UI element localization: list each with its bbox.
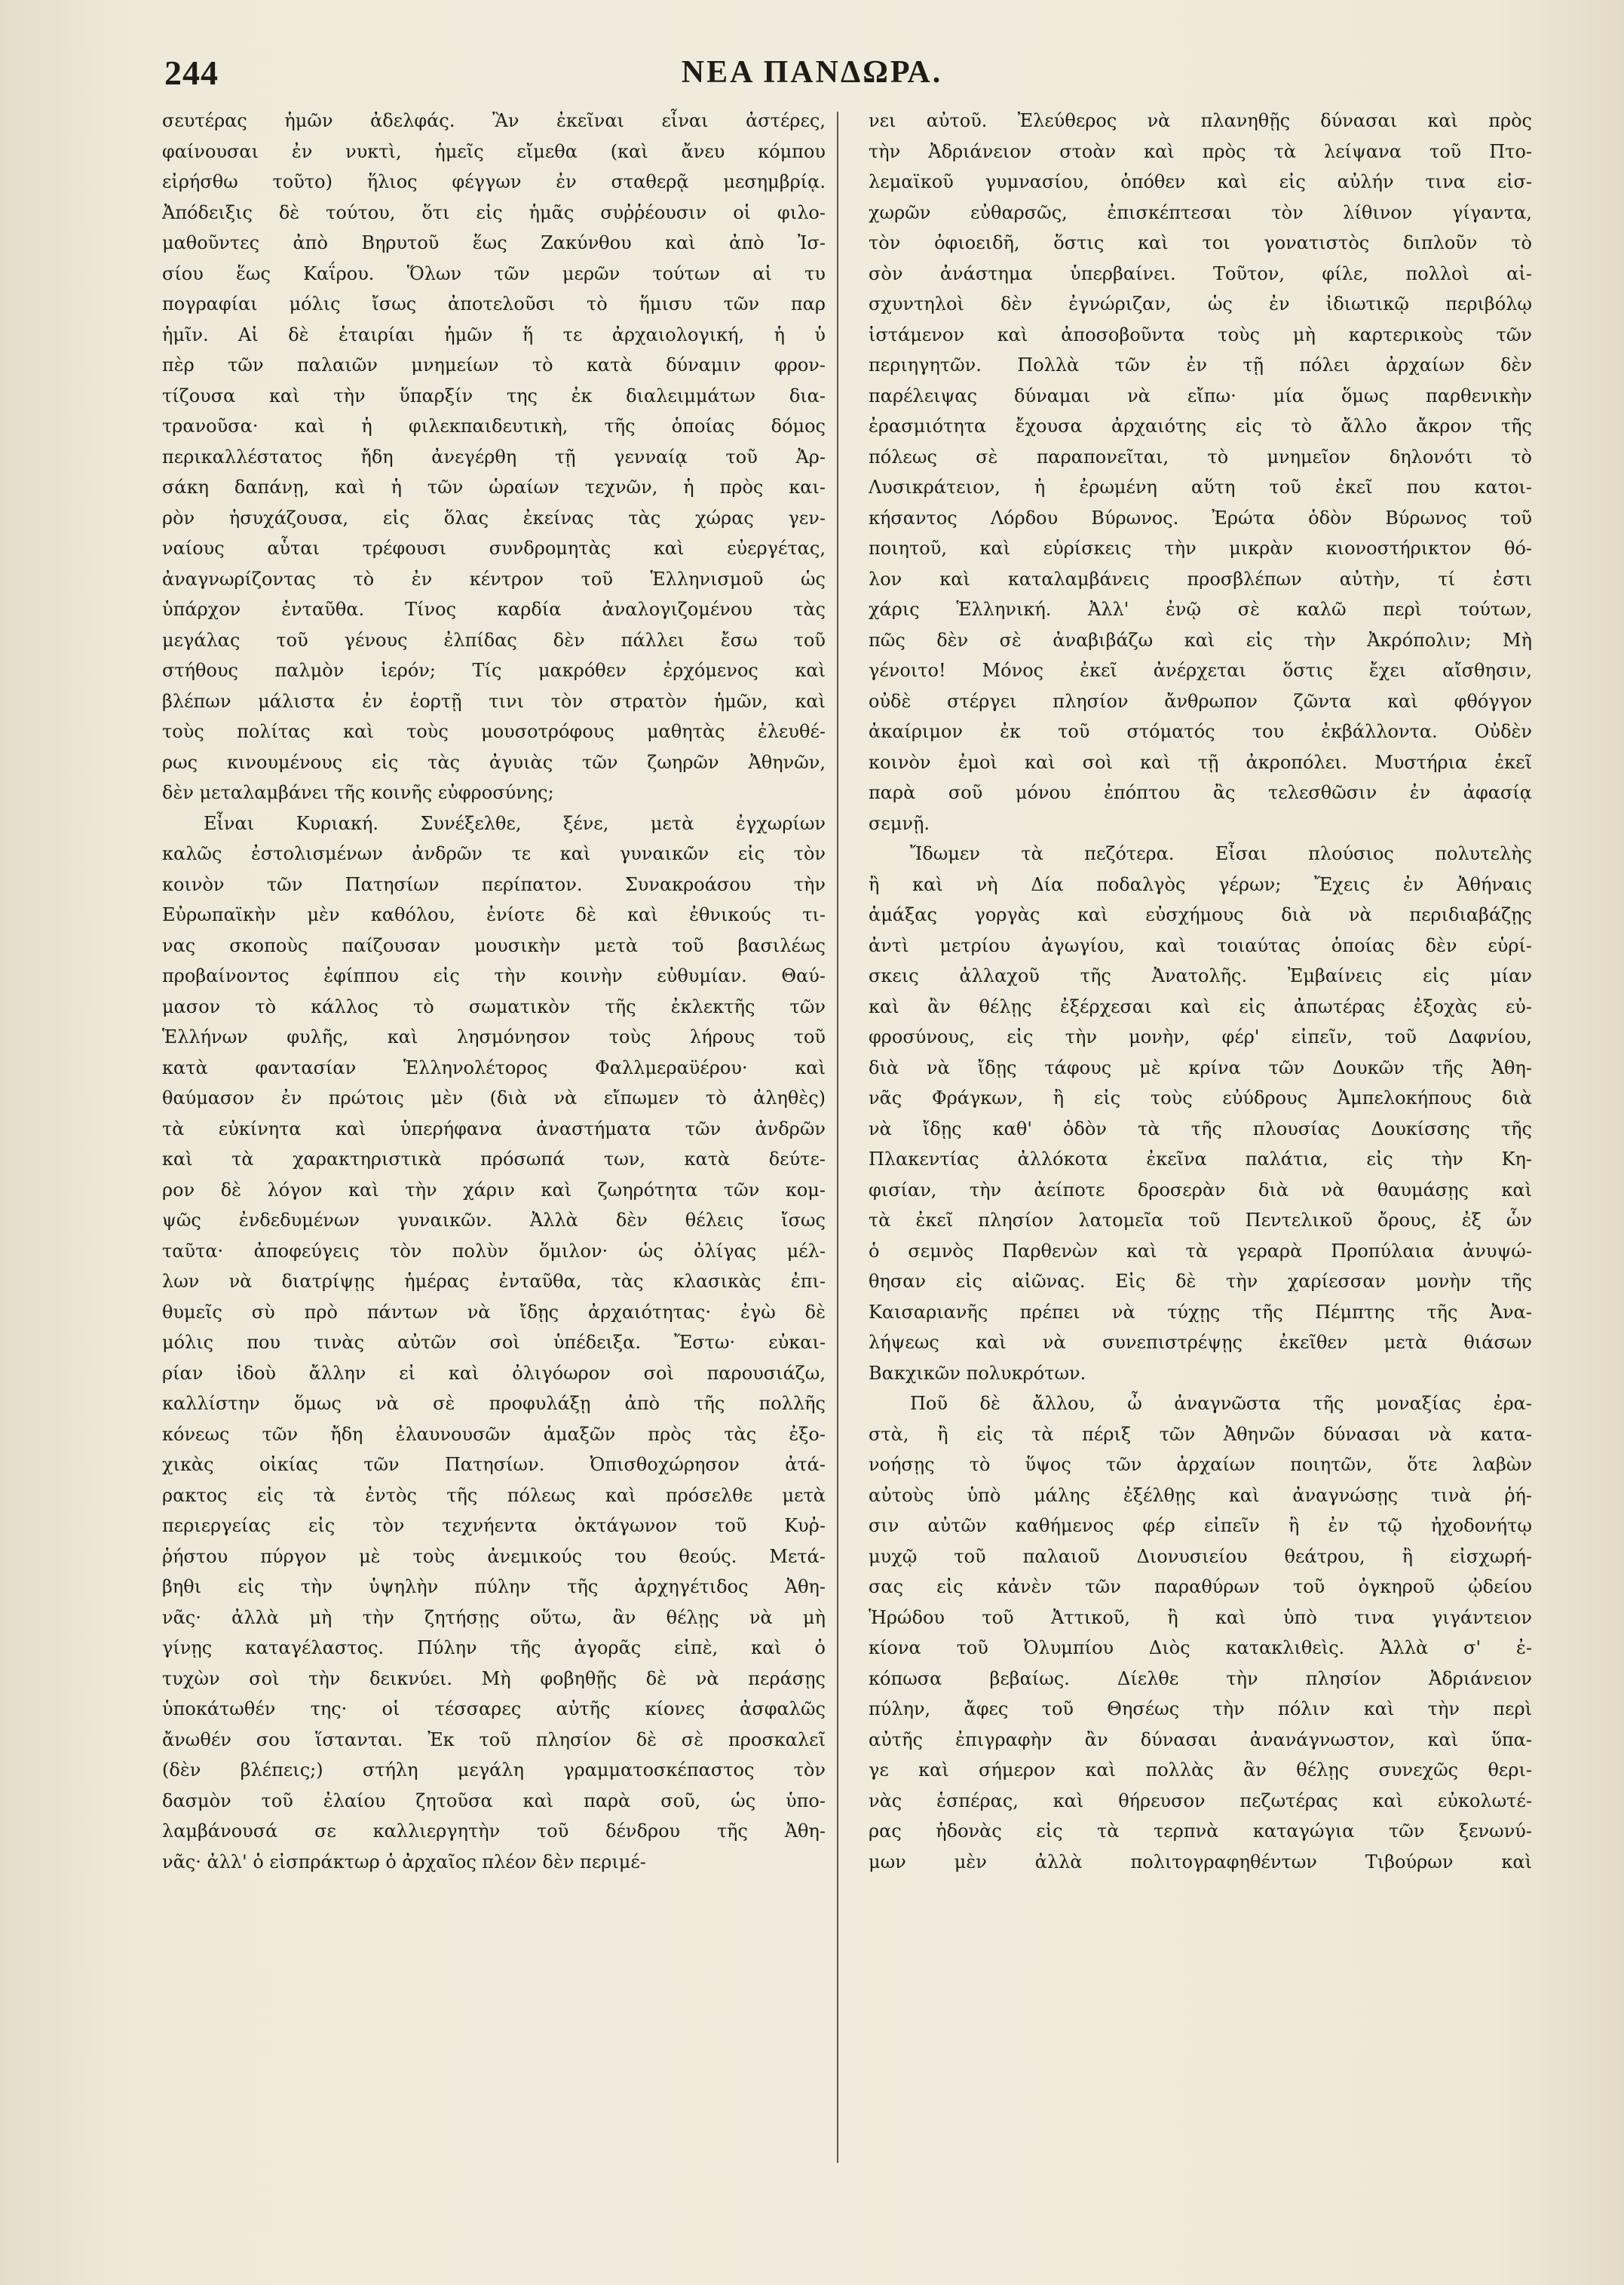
text-line: τοὺς πολίτας καὶ τοὺς μουσοτρόφους μαθητὰς ἐλευθέ-	[162, 721, 826, 742]
text-line: χικὰς οἰκίας τῶν Πατησίων. Ὀπισθοχώρησον ἀτά-	[162, 1454, 826, 1475]
text-line: ναίους αὗται τρέφουσι συνδρομητὰς καὶ εὐεργέτας,	[162, 538, 826, 559]
text-line: κατὰ φαντασίαν Ἑλληνολέτορος Φαλλμεραϋέρου· καὶ	[162, 1057, 826, 1078]
text-line: ρακτος εἰς τὰ ἐντὸς τῆς πόλεως καὶ πρόσελθε μετὰ	[162, 1484, 826, 1506]
text-line: Εἶναι Κυριακή. Συνέξελθε, ξένε, μετὰ ἐγχωρίων	[204, 812, 826, 834]
text-line: Πλακεντίας ἀλλόκοτα ἐκεῖνα παλάτια, εἰς τὴν Κη-	[869, 1149, 1532, 1170]
text-line: κόπωσα βεβαίως. Δίελθε τὴν πλησίον Ἀδριάνειον	[869, 1667, 1532, 1689]
text-line: Εὐρωπαϊκὴν μὲν καθόλου, ἐνίοτε δὲ καὶ ἐθνικούς τι-	[162, 904, 826, 925]
text-line: θησαν εἰς αἰῶνας. Εἰς δὲ τὴν χαρίεσσαν μονὴν τῆς	[869, 1271, 1532, 1292]
text-line: νοήσῃς τὸ ὕψος τῶν ἀρχαίων ποιητῶν, ὅτε λαβὼν	[869, 1454, 1532, 1475]
text-line: Ποῦ δὲ ἄλλου, ὦ ἀναγνῶστα τῆς μοναξίας ἐρα-	[910, 1393, 1532, 1414]
text-line: φροσύνους, εἰς τὴν μονὴν, φέρ' εἰπεῖν, τοῦ Δαφνίου,	[869, 1026, 1532, 1047]
text-line: κόνεως τῶν ἤδη ἐλαυνουσῶν ἁμαξῶν πρὸς τὰς ἐξο-	[162, 1423, 826, 1445]
text-line: ἱστάμενον καὶ ἀποσοβοῦντα τοὺς μὴ καρτερικοὺς τῶν	[869, 324, 1532, 345]
text-line: ρως κινουμένους εἰς τὰς ἀγυιὰς τῶν ζωηρῶν Ἀθηνῶν,	[162, 751, 826, 773]
text-line: χωρῶν εὐθαρσῶς, ἐπισκέπτεσαι τὸν λίθινον γίγαντα,	[869, 201, 1532, 223]
text-line: μαθοῦντες ἀπὸ Βηρυτοῦ ἕως Ζακύνθου καὶ ἀπὸ Ἰσ-	[162, 232, 826, 253]
text-line: Ἀπόδειξις δὲ τούτου, ὅτι εἰς ἡμᾶς συῤῥέουσιν οἱ φιλο-	[162, 201, 826, 223]
text-line: ταῦτα· ἀποφεύγεις τὸν πολὺν ὅμιλον· ὡς ὀλίγας μέλ-	[162, 1240, 826, 1262]
text-line: λήψεως καὶ νὰ συνεπιστρέψῃς ἐκεῖθεν μετὰ θιάσων	[869, 1332, 1532, 1353]
text-line: ἀκαίριμον ἐκ τοῦ στόματός του ἐκβάλλοντα. Οὐδὲν	[869, 721, 1532, 742]
text-line: κίονα τοῦ Ὀλυμπίου Διὸς κατακλιθεὶς. Ἀλλὰ σ' ἐ-	[869, 1637, 1532, 1658]
text-line: τὴν Ἀδριάνειον στοὰν καὶ πρὸς τὰ λείψανα τοῦ Πτο-	[869, 140, 1532, 162]
text-line: καὶ τὰ χαρακτηριστικὰ πρόσωπά των, κατὰ δεύτε-	[162, 1149, 826, 1170]
text-line: φισίαν, τὴν ἀείποτε δροσερὰν διὰ νὰ θαυμάσῃς καὶ	[869, 1179, 1532, 1201]
text-line: τὸν ὀφιοειδῆ, ὅστις καὶ τοι γονατιστὸς διπλοῦν τὸ	[869, 232, 1532, 253]
text-line: ρὸν ἡσυχάζουσα, εἰς ὅλας ἐκείνας τὰς χώρας γεν-	[162, 507, 826, 529]
text-line: σκεις ἀλλαχοῦ τῆς Ἀνατολῆς. Ἐμβαίνεις εἰς μίαν	[869, 965, 1532, 986]
text-line: στὰ, ἢ εἰς τὰ πέριξ τῶν Ἀθηνῶν δύνασαι νὰ κατα-	[869, 1423, 1532, 1445]
text-line: γε καὶ σήμερον καὶ πολλὰς ἂν θέλῃς συνεχῶς θερι-	[869, 1759, 1532, 1780]
text-line: περιηγητῶν. Πολλὰ τῶν ἐν τῇ πόλει ἀρχαίων δὲν	[869, 354, 1532, 376]
text-line: κοινὸν τῶν Πατησίων περίπατον. Συνακροάσου τὴν	[162, 873, 826, 895]
text-line: ἢ καὶ νὴ Δία ποδαλγὸς γέρων; Ἔχεις ἐν Ἀθήναις	[869, 873, 1532, 895]
text-line: Ἡρώδου τοῦ Ἀττικοῦ, ἢ καὶ ὑπὸ τινα γιγάντειον	[869, 1606, 1532, 1628]
left-column	[162, 106, 826, 1877]
text-line: γίνῃς καταγέλαστος. Πύλην τῆς ἀγορᾶς εἰπὲ, καὶ ὁ	[162, 1637, 826, 1658]
text-line: αὐτοὺς ὑπὸ μάλης ἐξέλθῃς καὶ ἀναγνώσῃς τινὰ ῥή-	[869, 1484, 1532, 1506]
text-line: Βακχικῶν πολυκρότων.	[869, 1362, 1086, 1384]
text-line: βηθι εἰς τὴν ὑψηλὴν πύλην τῆς ἀρχηγέτιδος Ἀθη-	[162, 1576, 826, 1597]
text-line: σχυντηλοὶ δὲν ἐγνώριζαν, ὡς ἐν ἰδιωτικῷ περιβόλῳ	[869, 293, 1532, 314]
text-line: ρίαν ἰδοὺ ἄλλην εἰ καὶ ὀλιγόωρον σοὶ παρουσιάζω,	[162, 1362, 826, 1384]
text-line: τυχὼν σοὶ τὴν δεικνύει. Μὴ φοβηθῇς δὲ νὰ περάσῃς	[162, 1667, 826, 1689]
text-line: καλλίστην ὅμως νὰ σὲ προφυλάξῃ ἀπὸ τῆς πολλῆς	[162, 1393, 826, 1414]
text-line: φαίνουσαι ἐν νυκτὶ, ἡμεῖς εἴμεθα (καὶ ἄνευ κόμπου	[162, 140, 826, 162]
text-line: ρας ἡδονὰς εἰς τὰ τερπνὰ καταγώγια τῶν ξενωνύ-	[869, 1820, 1532, 1842]
text-line: ὑποκάτωθέν της· οἱ τέσσαρες αὐτῆς κίονες ἀσφαλῶς	[162, 1698, 826, 1719]
running-title: ΝΕΑ ΠΑΝΔΩΡΑ.	[681, 55, 943, 90]
text-line: κοινὸν ἐμοὶ καὶ σοὶ καὶ τῇ ἀκροπόλει. Μυστήρια ἐκεῖ	[869, 751, 1532, 773]
text-line: καλῶς ἐστολισμένων ἀνδρῶν τε καὶ γυναικῶν εἰς τὸν	[162, 843, 826, 864]
text-line: τρανοῦσα· καὶ ἡ φιλεκπαιδευτικὴ, τῆς ὁποίας δόμος	[162, 416, 826, 437]
text-line: νᾶς· ἀλλὰ μὴ τὴν ζητήσῃς οὕτω, ἂν θέλῃς νὰ μὴ	[162, 1606, 826, 1628]
text-line: κήσαντος Λόρδου Βύρωνος. Ἐρώτα ὁδὸν Βύρωνος τοῦ	[869, 507, 1532, 529]
text-line: ἀναγνωρίζοντας τὸ ἐν κέντρον τοῦ Ἑλληνισμοῦ ὡς	[162, 568, 826, 590]
text-line: ῥήστου πύργον μὲ τοὺς ἀνεμικούς του θεούς. Μετά-	[162, 1545, 826, 1567]
text-line: σευτέρας ἡμῶν ἀδελφάς. Ἂν ἐκεῖναι εἶναι ἀστέρες,	[162, 110, 826, 131]
text-line: πόλεως σὲ παραπονεῖται, τὸ μνημεῖον δηλονότι τὸ	[869, 446, 1532, 468]
text-line: νὰ ἴδῃς καθ' ὁδὸν τὰ τῆς πλουσίας Δουκίσσης τῆς	[869, 1118, 1532, 1139]
text-line: μασον τὸ κάλλος τὸ σωματικὸν τῆς ἐκλεκτῆς τῶν	[162, 995, 826, 1017]
text-line: μων μὲν ἀλλὰ πολιτογραφηθέντων Τιβούρων καὶ	[869, 1851, 1532, 1872]
text-line: γένοιτο! Μόνος ἐκεῖ ἀνέρχεται ὅστις ἔχει αἴσθησιν,	[869, 660, 1532, 681]
text-line: στήθους παλμὸν ἱερόν; Τίς μακρόθεν ἐρχόμενος καὶ	[162, 660, 826, 681]
text-line: μόλις που τινὰς αὐτῶν σοὶ ὑπέδειξα. Ἔστω· εὐκαι-	[162, 1332, 826, 1353]
text-line: πύλην, ἄφες τοῦ Θησέως τὴν πόλιν καὶ τὴν περὶ	[869, 1698, 1532, 1719]
text-line: νει αὐτοῦ. Ἐλεύθερος νὰ πλανηθῇς δύνασαι καὶ πρὸς	[869, 110, 1532, 131]
text-line: θαύμασον ἐν πρώτοις μὲν (διὰ νὰ εἴπωμεν τὸ ἀληθὲς)	[162, 1087, 826, 1109]
text-line: δασμὸν τοῦ ἐλαίου ζητοῦσα καὶ παρὰ σοῦ, ὡς ὑπο-	[162, 1790, 826, 1811]
text-line: αὐτῆς ἐπιγραφὴν ἂν δύνασαι ἀνανάγνωστον, καὶ ὕπα-	[869, 1728, 1532, 1750]
text-line: πὲρ τῶν παλαιῶν μνημείων τὸ κατὰ δύναμιν φρον-	[162, 354, 826, 376]
text-line: μυχῷ τοῦ παλαιοῦ Διονυσιείου θεάτρου, ἢ εἰσχωρή-	[869, 1545, 1532, 1567]
text-line: Ἴδωμεν τὰ πεζότερα. Εἶσαι πλούσιος πολυτελὴς	[910, 843, 1532, 864]
text-line: νας σκοποὺς παίζουσαν μουσικὴν μετὰ τοῦ βασιλέως	[162, 934, 826, 956]
text-line: βλέπων μάλιστα ἐν ἑορτῇ τινι τὸν στρατὸν ἡμῶν, καὶ	[162, 690, 826, 712]
text-line: σίου ἕως Καΐρου. Ὅλων τῶν μερῶν τούτων αἱ τυ	[162, 262, 826, 284]
text-line: οὐδὲ στέργει πλησίον ἄνθρωπον ζῶντα καὶ φθόγγον	[869, 690, 1532, 712]
right-column	[869, 106, 1532, 1877]
text-line: περικαλλέστατος ἤδη ἀνεγέρθη τῇ γενναίᾳ τοῦ Ἀρ-	[162, 446, 826, 468]
text-line: σεμνῇ.	[869, 812, 930, 834]
text-line: διὰ νὰ ἴδῃς τάφους μὲ κρίνα τῶν Δουκῶν τῆς Ἀθη-	[869, 1057, 1532, 1078]
text-line: χάρις Ἑλληνική. Ἀλλ' ἐνῷ σὲ καλῶ περὶ τούτων,	[869, 599, 1532, 620]
text-line: προβαίνοντος ἐφίππου εἰς τὴν κοινὴν εὐθυμίαν. Θαύ-	[162, 965, 826, 986]
text-line: ὁ σεμνὸς Παρθενὼν καὶ τὰ γεραρὰ Προπύλαια ἀνυψώ-	[869, 1240, 1532, 1262]
text-line: λαμβάνουσά σε καλλιεργητὴν τοῦ δένδρου τῆς Ἀθη-	[162, 1820, 826, 1842]
page-number: 244	[164, 54, 219, 92]
text-line: πῶς δὲν σὲ ἀναβιβάζω καὶ εἰς τὴν Ἀκρόπολιν; Μὴ	[869, 629, 1532, 651]
text-line: ἄνωθέν σου ἵστανται. Ἐκ τοῦ πλησίον δὲ σὲ προσκαλεῖ	[162, 1728, 826, 1750]
text-line: λον καὶ καταλαμβάνεις προσβλέπων αὐτὴν, τί ἐστι	[869, 568, 1532, 590]
text-line: παρέλειψας δύναμαι νὰ εἴπω· μία ὅμως παρθενικὴν	[869, 385, 1532, 406]
text-line: καὶ ἂν θέλῃς ἐξέρχεσαι καὶ εἰς ἀπωτέρας ἐξοχὰς εὐ-	[869, 995, 1532, 1017]
text-line: ἀντὶ μετρίου ἀγωγίου, καὶ τοιαύτας ὁποίας δὲν εὑρί-	[869, 934, 1532, 956]
text-line: πογραφίαι μόλις ἴσως ἀποτελοῦσι τὸ ἥμισυ τῶν παρ	[162, 293, 826, 314]
text-line: νᾶς Φράγκων, ἢ εἰς τοὺς εὐύδρους Ἀμπελοκήπους διὰ	[869, 1087, 1532, 1109]
text-line: Λυσικράτειον, ἡ ἐρωμένη αὕτη τοῦ ἐκεῖ που κατοι-	[869, 477, 1532, 498]
text-line: λων νὰ διατρίψῃς ἡμέρας ἐνταῦθα, τὰς κλασικὰς ἐπι-	[162, 1271, 826, 1292]
text-line: λεμαϊκοῦ γυμνασίου, ὁπόθεν καὶ εἰς αὐλήν τινα εἰσ-	[869, 171, 1532, 192]
text-line: περιεργείας εἰς τὸν τεχνήεντα ὀκτάγωνον τοῦ Κυῤ-	[162, 1515, 826, 1536]
text-line: ὑπάρχον ἐνταῦθα. Τίνος καρδία ἀναλογιζομένου τὰς	[162, 599, 826, 620]
text-line: εἰρήσθω τοῦτο) ἥλιος φέγγων ἐν σταθερᾷ μεσημβρίᾳ.	[162, 171, 826, 192]
text-line: σιν αὐτῶν καθήμενος φέρ εἰπεῖν ἢ ἐν τῷ ἠχοδονήτῳ	[869, 1515, 1532, 1536]
text-line: σάκη δαπάνῃ, καὶ ἡ τῶν ὡραίων τεχνῶν, ἡ πρὸς και-	[162, 477, 826, 498]
text-line: ρον δὲ λόγον καὶ τὴν χάριν καὶ ζωηρότητα τῶν κομ-	[162, 1179, 826, 1201]
text-line: Καισαριανῆς πρέπει νὰ τύχῃς τῆς Πέμπτης τῆς Ἀνα-	[869, 1301, 1532, 1323]
text-line: θυμεῖς σὺ πρὸ πάντων νὰ ἴδῃς ἀρχαιότητας· ἐγὼ δὲ	[162, 1301, 826, 1323]
text-line: ψῶς ἐνδεδυμένων γυναικῶν. Ἀλλὰ δὲν θέλεις ἴσως	[162, 1210, 826, 1231]
text-line: σὸν ἀνάστημα ὑπερβαίνει. Τοῦτον, φίλε, πολλοὶ αἰ-	[869, 262, 1532, 284]
text-line: ἡμῖν. Αἱ δὲ ἑταιρίαι ἡμῶν ἥ τε ἀρχαιολογική, ἡ ὑ	[162, 324, 826, 345]
text-line: τὰ εὐκίνητα καὶ ὑπερήφανα ἀναστήματα τῶν ἀνδρῶν	[162, 1118, 826, 1139]
text-line: τίζουσα καὶ τὴν ὕπαρξίν της ἐκ διαλειμμάτων δια-	[162, 385, 826, 406]
text-line: παρὰ σοῦ μόνου ἐπόπτου ἂς τελεσθῶσιν ἐν ἀφασίᾳ	[869, 782, 1532, 803]
text-line: Ἑλλήνων φυλῆς, καὶ λησμόνησον τοὺς λήρους τοῦ	[162, 1026, 826, 1047]
text-line: μεγάλας τοῦ γένους ἐλπίδας δὲν πάλλει ἔσω τοῦ	[162, 629, 826, 651]
text-line: νᾶς· ἀλλ' ὁ εἰσπράκτωρ ὁ ἀρχαῖος πλέον δὲν περιμέ-	[162, 1851, 646, 1872]
column-divider	[837, 112, 838, 2163]
text-line: σας εἰς κἀνὲν τῶν παραθύρων τοῦ ὀγκηροῦ ᾠδείου	[869, 1576, 1532, 1597]
text-line: (δὲν βλέπεις;) στήλη μεγάλη γραμματοσκέπαστος τὸν	[162, 1759, 826, 1780]
text-line: νὰς ἑσπέρας, καὶ θήρευσον πεζωτέρας καὶ εὐκολωτέ-	[869, 1790, 1532, 1811]
text-line: ἐρασμιότητα ἔχουσα ἀρχαιότης εἰς τὸ ἄλλο ἄκρον τῆς	[869, 416, 1532, 437]
text-line: ἁμάξας γοργὰς καὶ εὐσχήμους διὰ νὰ περιδιαβάζῃς	[869, 904, 1532, 925]
text-line: ποιητοῦ, καὶ εὑρίσκεις τὴν μικρὰν κιονοστήρικτον θό-	[869, 538, 1532, 559]
text-line: τὰ ἐκεῖ πλησίον λατομεῖα τοῦ Πεντελικοῦ ὄρους, ἐξ ὧν	[869, 1210, 1532, 1231]
text-line: δὲν μεταλαμβάνει τῆς κοινῆς εὐφροσύνης;	[162, 782, 554, 803]
